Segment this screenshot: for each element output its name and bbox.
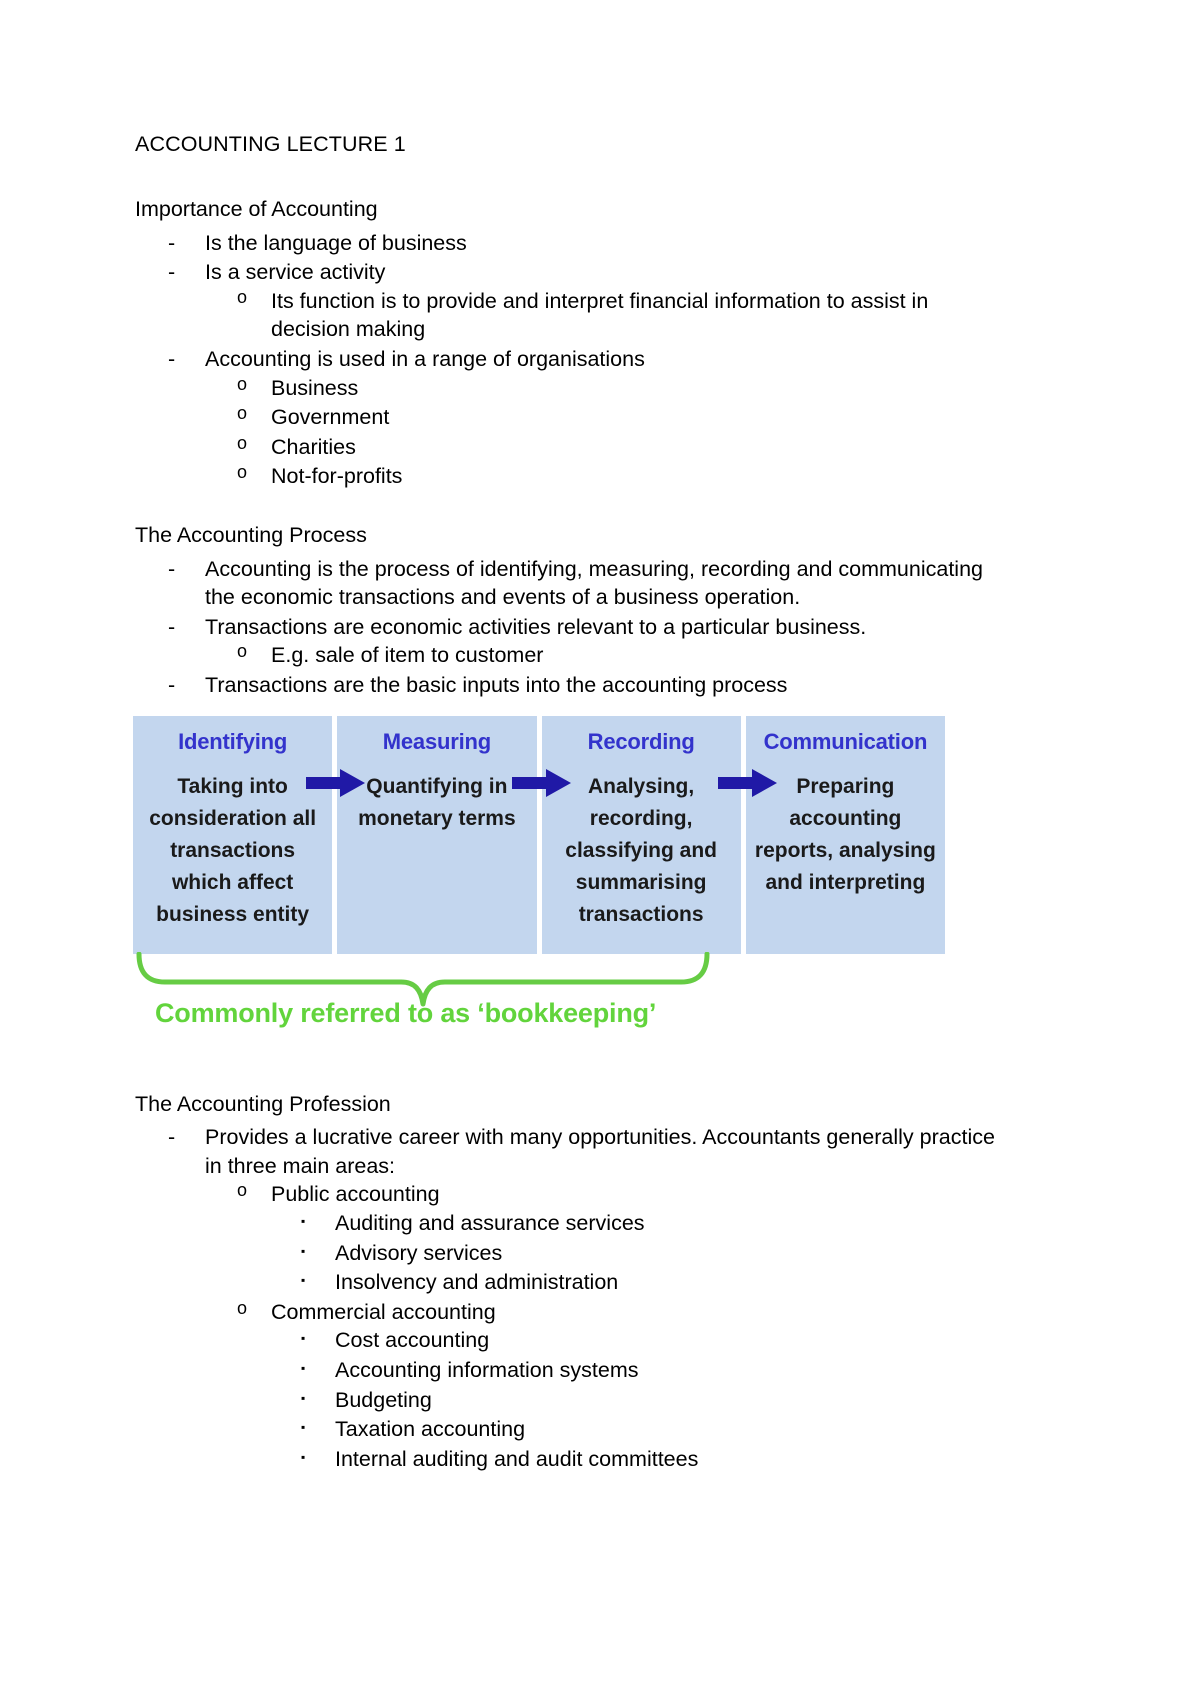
- list-item: [135, 555, 995, 612]
- section-heading: Importance of Accounting: [135, 197, 378, 222]
- list-item-label: Taxation accounting: [335, 1417, 526, 1442]
- list-item-label: Accounting is used in a range of organisations: [205, 347, 645, 372]
- list-item-label: Is a service activity: [205, 260, 386, 285]
- list-item: [271, 1239, 995, 1268]
- document-content: [135, 130, 995, 1473]
- list-level-2: [205, 287, 995, 344]
- list-level-2: [205, 1180, 995, 1473]
- list-item: [271, 1415, 995, 1444]
- list-item-label: Accounting information systems: [335, 1358, 639, 1383]
- list-level-2: [205, 641, 995, 670]
- circle-bullet-icon: o: [237, 286, 248, 307]
- diagram-box-body: Taking into consideration all transactions which affect business entity: [149, 774, 317, 926]
- list-item-label: Provides a lucrative career with many opportunities. Accountants generally practice in three main areas:: [205, 1125, 995, 1178]
- list-item: [271, 1326, 995, 1355]
- square-bullet-icon: ▪: [301, 1390, 306, 1405]
- list-item-label: Cost accounting: [335, 1328, 490, 1353]
- section-accounting-process: [135, 521, 995, 700]
- section-importance-of-accounting: [135, 195, 995, 491]
- list-item: [205, 374, 995, 403]
- section-heading: The Accounting Profession: [135, 1091, 391, 1116]
- list-item-label: Advisory services: [335, 1240, 503, 1265]
- list-level-2: [205, 374, 995, 491]
- diagram-box-heading: Recording: [587, 728, 695, 754]
- diagram-box-heading: Measuring: [382, 728, 491, 754]
- square-bullet-icon: ▪: [301, 1273, 306, 1288]
- dash-bullet-icon: -: [168, 673, 176, 698]
- circle-bullet-icon: o: [237, 432, 248, 453]
- square-bullet-icon: ▪: [301, 1331, 306, 1346]
- list-item-label: Internal auditing and audit committees: [335, 1446, 699, 1471]
- list-item: [135, 229, 995, 258]
- square-bullet-icon: ▪: [301, 1243, 306, 1258]
- list-item: [135, 258, 995, 344]
- list-item-label: Commercial accounting: [271, 1299, 496, 1324]
- list-item: [205, 462, 995, 491]
- diagram-box-row: [133, 716, 945, 954]
- circle-bullet-icon: o: [237, 1297, 248, 1318]
- list-item-label: Government: [271, 405, 390, 430]
- list-item: [205, 1180, 995, 1296]
- diagram-box-communication: [746, 716, 945, 954]
- list-item: [271, 1356, 995, 1385]
- list-item-label: Budgeting: [335, 1387, 432, 1412]
- diagram-box-body: Quantifying in monetary terms: [358, 774, 516, 830]
- section-heading: The Accounting Process: [135, 523, 367, 548]
- list-item: [271, 1209, 995, 1238]
- list-item-label: Charities: [271, 434, 356, 459]
- circle-bullet-icon: o: [237, 403, 248, 424]
- list-item: [271, 1386, 995, 1415]
- list-item: [205, 1298, 995, 1474]
- list-item: [205, 403, 995, 432]
- list-item: [135, 345, 995, 491]
- circle-bullet-icon: o: [237, 641, 248, 662]
- list-item-label: Insolvency and administration: [335, 1270, 619, 1295]
- circle-bullet-icon: o: [237, 1180, 248, 1201]
- dash-bullet-icon: -: [168, 556, 176, 581]
- dash-bullet-icon: -: [168, 260, 176, 285]
- diagram-box-measuring: [337, 716, 536, 954]
- list-item: [271, 1445, 995, 1474]
- list-item: [205, 433, 995, 462]
- section-accounting-profession: [135, 1090, 995, 1474]
- list-level-1: [135, 1123, 995, 1473]
- list-item: [271, 1268, 995, 1297]
- list-level-1: [135, 229, 995, 491]
- list-item: [205, 641, 995, 670]
- list-level-1: [135, 555, 995, 700]
- list-item-label: Public accounting: [271, 1182, 440, 1207]
- list-item: [135, 671, 995, 700]
- list-item-label: Not-for-profits: [271, 464, 403, 489]
- list-level-3: [271, 1209, 995, 1297]
- square-bullet-icon: ▪: [301, 1361, 306, 1376]
- diagram-box-heading: Identifying: [178, 728, 288, 754]
- dash-bullet-icon: -: [168, 614, 176, 639]
- circle-bullet-icon: o: [237, 462, 248, 483]
- list-item-label: Its function is to provide and interpret financial information to assist in decision making: [271, 288, 929, 342]
- list-item-label: Is the language of business: [205, 230, 467, 255]
- list-item-label: Business: [271, 375, 359, 400]
- diagram-box-heading: Communication: [763, 728, 928, 754]
- list-item: [135, 1123, 995, 1473]
- list-item-label: Transactions are economic activities relevant to a particular business.: [205, 614, 867, 639]
- page-title: ACCOUNTING LECTURE 1: [135, 132, 406, 156]
- list-item-label: Accounting is the process of identifying, measuring, recording and communicating the economic transactions and events of a business operation.: [205, 556, 983, 610]
- diagram-box-identifying: [133, 716, 332, 954]
- dash-bullet-icon: -: [168, 347, 176, 372]
- diagram-box-body: Analysing, recording, classifying and summarising transactions: [565, 774, 717, 926]
- diagram-box-recording: [542, 716, 741, 954]
- circle-bullet-icon: o: [237, 373, 248, 394]
- list-item: [205, 287, 995, 344]
- diagram-caption: Commonly referred to as ‘bookkeeping’: [155, 997, 657, 1028]
- list-level-3: [271, 1326, 995, 1473]
- list-item-label: E.g. sale of item to customer: [271, 643, 544, 668]
- dash-bullet-icon: -: [168, 230, 176, 255]
- accounting-process-diagram: [133, 716, 945, 1034]
- list-item-label: Auditing and assurance services: [335, 1211, 645, 1236]
- square-bullet-icon: ▪: [301, 1449, 306, 1464]
- square-bullet-icon: ▪: [301, 1420, 306, 1435]
- dash-bullet-icon: -: [168, 1125, 176, 1150]
- diagram-box-body: Preparing accounting reports, analysing and interpreting: [754, 774, 936, 894]
- list-item-label: Transactions are the basic inputs into the accounting process: [205, 673, 788, 698]
- list-item: [135, 613, 995, 670]
- square-bullet-icon: ▪: [301, 1214, 306, 1229]
